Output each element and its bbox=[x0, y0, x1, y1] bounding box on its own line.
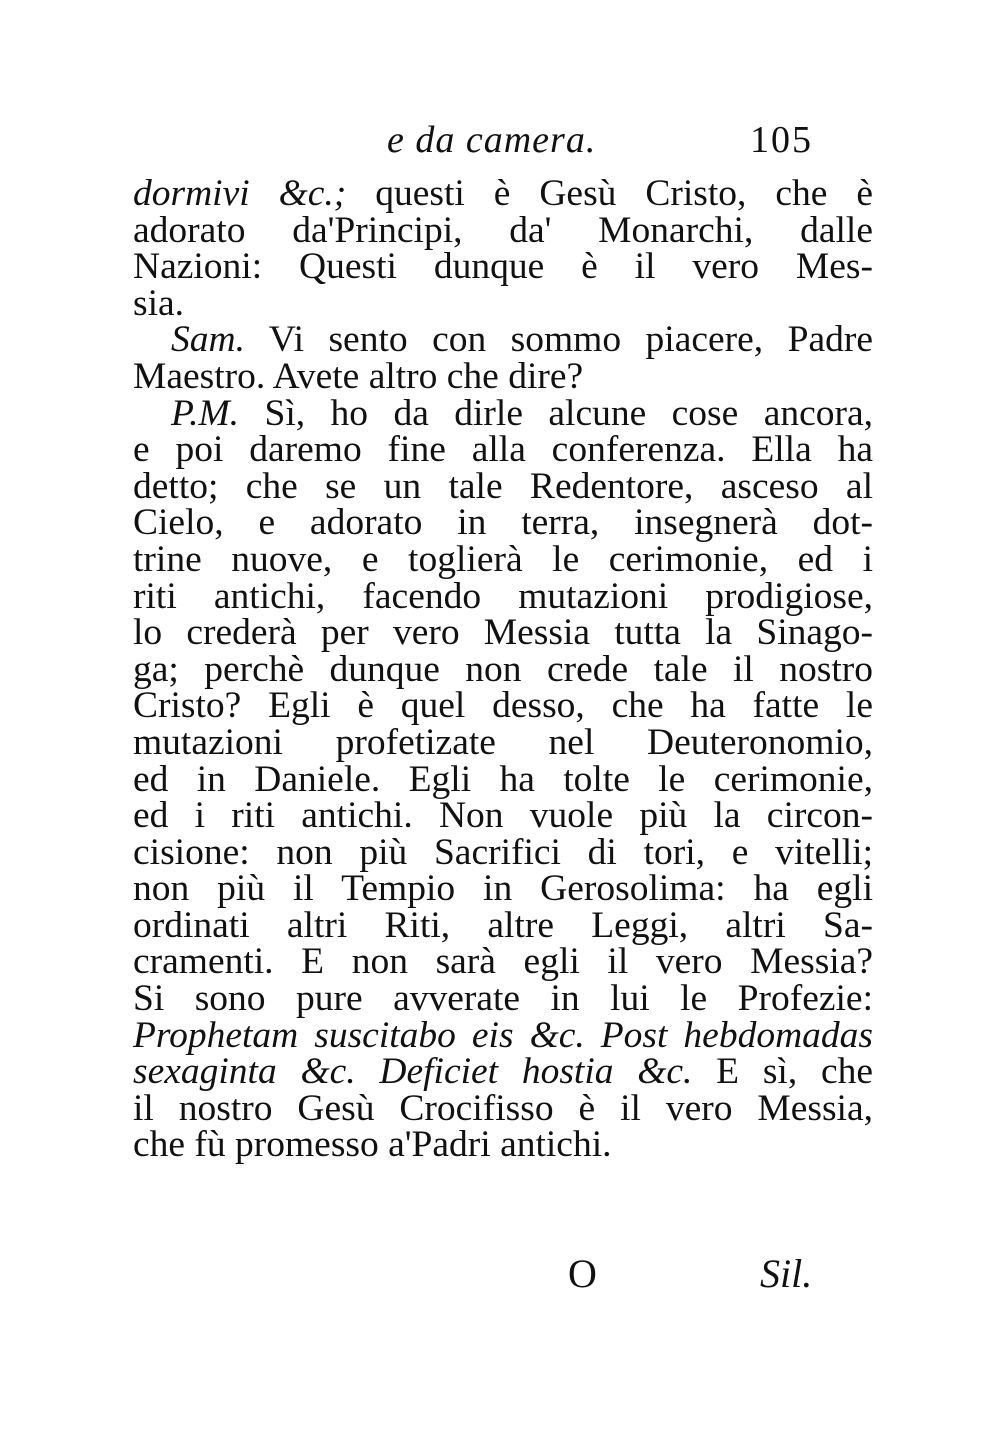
text-line-22 bbox=[133, 941, 873, 983]
roman-run: Vi sento con sommo piacere, Padre bbox=[244, 319, 873, 361]
text-line-16 bbox=[133, 721, 873, 763]
text-line-25 bbox=[133, 1051, 873, 1093]
roman-run: ed i riti antichi. Non vuole più la circon- bbox=[133, 795, 873, 837]
text-line-27 bbox=[133, 1124, 873, 1166]
page-number: 105 bbox=[750, 119, 813, 161]
page-header bbox=[0, 118, 1000, 168]
italic-run: dormivi &c.; bbox=[133, 173, 347, 214]
roman-run: Si sono pure avverate in lui le Profezie: bbox=[133, 978, 873, 1020]
latin-quotation: sexaginta &c. Deficiet hostia &c. bbox=[133, 1051, 693, 1093]
running-head: e da camera. bbox=[387, 119, 597, 161]
text-line-21 bbox=[133, 904, 873, 946]
text-line-18 bbox=[133, 795, 873, 837]
roman-run: sia. bbox=[133, 282, 185, 324]
text-line-9 bbox=[133, 465, 873, 507]
text-line-19 bbox=[133, 831, 873, 873]
text-line-15 bbox=[133, 685, 873, 727]
roman-run: E sì, che bbox=[692, 1051, 873, 1093]
speaker-label: P.M. bbox=[171, 392, 240, 434]
roman-run: riti antichi, facendo mutazioni prodigiose, bbox=[133, 575, 873, 617]
text-line-11 bbox=[133, 538, 873, 580]
roman-run: ga; perchè dunque non crede tale il nostro bbox=[133, 648, 873, 690]
roman-run: detto; che se un tale Redentore, asceso al bbox=[133, 465, 873, 507]
roman-run: che fù promesso a'Padri antichi. bbox=[133, 1124, 612, 1166]
text-line-3 bbox=[133, 246, 873, 288]
text-line-7 bbox=[133, 392, 873, 434]
roman-run: il nostro Gesù Crocifisso è il vero Messia, bbox=[133, 1087, 873, 1129]
roman-run: adorato da'Principi, da' Monarchi, dalle bbox=[133, 209, 873, 251]
text-line-1 bbox=[133, 173, 873, 214]
text-line-13 bbox=[133, 612, 873, 654]
text-line-12 bbox=[133, 575, 873, 617]
roman-run: lo crederà per vero Messia tutta la Sinago- bbox=[133, 612, 873, 654]
roman-run: ordinati altri Riti, altre Leggi, altri Sa- bbox=[133, 904, 873, 946]
roman-run: cisione: non più Sacrifici di tori, e vitelli; bbox=[133, 831, 873, 873]
catchword: Sil. bbox=[760, 1251, 813, 1296]
text-line-23 bbox=[133, 978, 873, 1020]
text-line-26 bbox=[133, 1087, 873, 1129]
roman-run: non più il Tempio in Gerosolima: ha egli bbox=[133, 868, 873, 910]
roman-run: ed in Daniele. Egli ha tolte le cerimonie, bbox=[133, 758, 873, 800]
roman-run: e poi daremo fine alla conferenza. Ella ha bbox=[133, 429, 873, 471]
roman-run: cramenti. E non sarà egli il vero Messia? bbox=[133, 941, 873, 983]
page-footer bbox=[0, 1250, 1000, 1300]
latin-quotation: Prophetam suscitabo eis &c. Post hebdomadas bbox=[133, 1014, 873, 1056]
roman-run: mutazioni profetizate nel Deuteronomio, bbox=[133, 721, 873, 763]
roman-run: Maestro. Avete altro che dire? bbox=[133, 355, 584, 397]
text-line-4 bbox=[133, 282, 873, 324]
roman-run: questi è Gesù Cristo, che è bbox=[346, 173, 873, 214]
text-line-6 bbox=[133, 355, 873, 397]
text-line-10 bbox=[133, 502, 873, 544]
text-line-24 bbox=[133, 1014, 873, 1056]
body-text bbox=[133, 173, 873, 1166]
roman-run: Cielo, e adorato in terra, insegnerà dot- bbox=[133, 502, 873, 544]
roman-run: trine nuove, e toglierà le cerimonie, ed i bbox=[133, 538, 873, 580]
text-line-20 bbox=[133, 868, 873, 910]
roman-run: Nazioni: Questi dunque è il vero Mes- bbox=[133, 246, 873, 288]
signature-mark: O bbox=[568, 1251, 597, 1296]
text-line-17 bbox=[133, 758, 873, 800]
text-line-5 bbox=[133, 319, 873, 361]
roman-run: Sì, ho da dirle alcune cose ancora, bbox=[239, 392, 873, 434]
text-line-2 bbox=[133, 209, 873, 251]
text-line-14 bbox=[133, 648, 873, 690]
roman-run: Cristo? Egli è quel desso, che ha fatte le bbox=[133, 685, 873, 727]
text-line-8 bbox=[133, 429, 873, 471]
speaker-label: Sam. bbox=[171, 319, 245, 361]
